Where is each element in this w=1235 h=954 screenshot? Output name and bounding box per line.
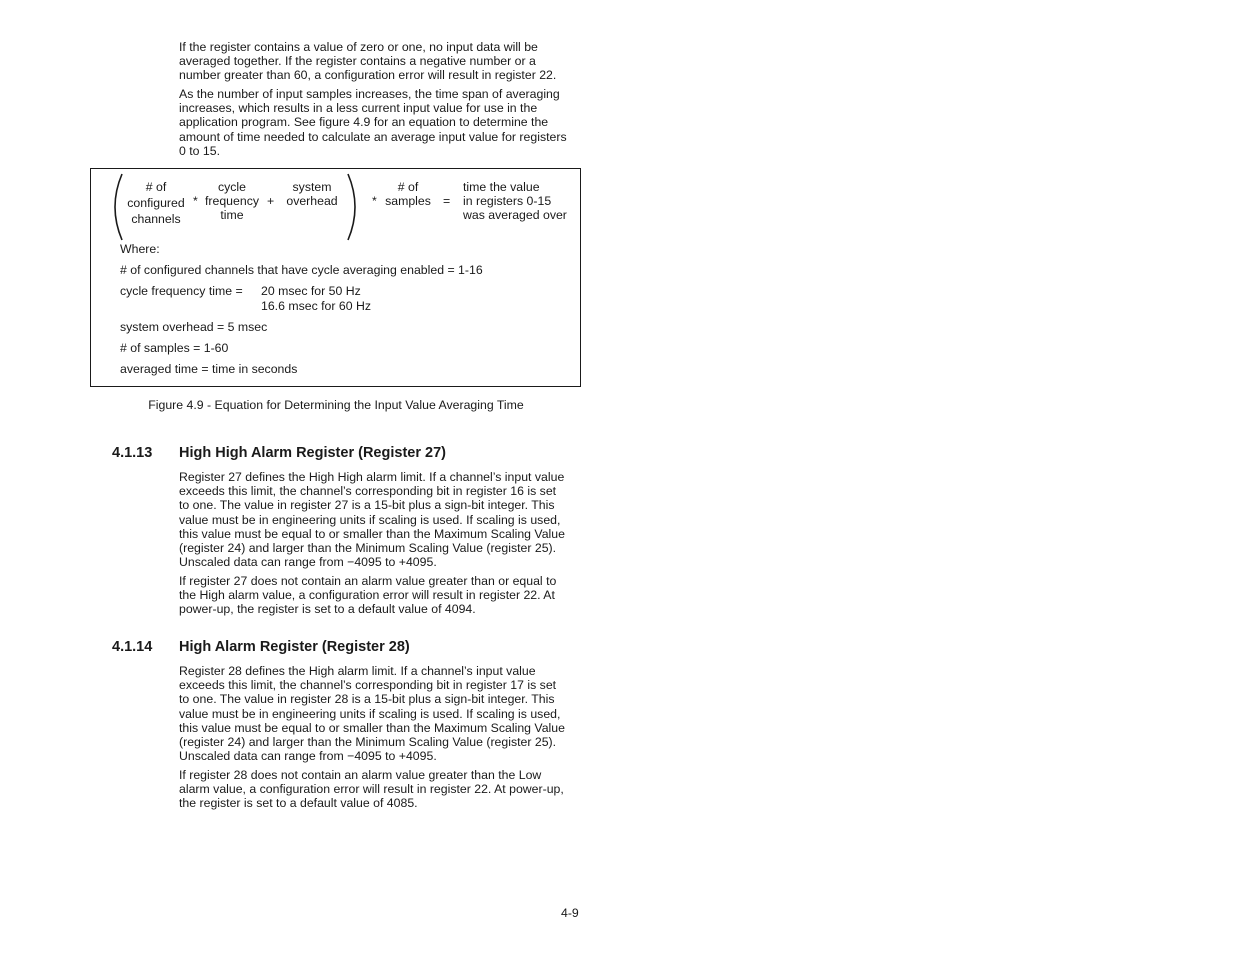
term-system-overhead: system overhead (286, 180, 338, 209)
definition-channels: # of configured channels that have cycle averaging enabled = 1-16 (120, 263, 483, 277)
section-4-1-13-paragraph-2: If register 27 does not contain an alarm value greater than or equal to the High alarm value, a configuration error will result in register 22. At power-up, the register is set to a default value of 4094. (179, 574, 557, 617)
section-title: High High Alarm Register (Register 27) (179, 445, 446, 461)
definition-averaged-time: averaged time = time in seconds (120, 362, 298, 376)
section-4-1-14-paragraph-2: If register 28 does not contain an alarm value greater than the Low alarm value, a configuration error will result in register 22. At power-up, the register is set to a default value of 4085. (179, 768, 564, 811)
term-number-of-samples: # of samples (385, 180, 431, 209)
section-title: High Alarm Register (Register 28) (179, 639, 410, 655)
definition-overhead: system overhead = 5 msec (120, 320, 268, 334)
equation-figure (90, 168, 581, 387)
intro-paragraph-1: If the register contains a value of zero or one, no input data will be averaged together. If the register contains a negative number or a number greater than 60, a configuration error will result in register 22. (179, 40, 557, 83)
section-number: 4.1.14 (112, 639, 153, 655)
section-heading-4-1-14 (112, 639, 410, 655)
multiply-operator: * (193, 194, 198, 208)
term-configured-channels: # of configured channels (127, 180, 185, 227)
definition-cycle-label: cycle frequency time = (120, 284, 243, 298)
figure-caption: Figure 4.9 - Equation for Determining the Input Value Averaging Time (148, 398, 524, 412)
section-heading-4-1-13 (112, 445, 446, 461)
plus-operator: + (267, 194, 275, 208)
term-result: time the value in registers 0-15 was averaged over (463, 180, 567, 223)
term-cycle-frequency-time: cycle frequency time (204, 180, 259, 223)
definition-cycle-60hz: 16.6 msec for 60 Hz (261, 299, 372, 313)
intro-paragraph-2: As the number of input samples increases, the time span of averaging increases, which results in a less current input value for use in the application program. See figure 4.9 for an equation to determine the amount of time needed to calculate an average input value for registers 0 to 15. (179, 87, 567, 158)
equals-operator: = (443, 194, 451, 208)
section-4-1-14-paragraph-1: Register 28 defines the High alarm limit. If a channel’s input value exceeds this limit, the channel’s corresponding bit in register 17 is set to one. The value in register 28 is a 15-bit plus a sign-bit integer. This value must be in engineering units if scaling is used. If scaling is used, this value must be equal to or smaller than the Maximum Scaling Value (register 24) and larger than the Minimum Scaling Value (register 25). Unscaled data can range from −4095 to +4095. (179, 664, 565, 764)
definition-samples: # of samples = 1-60 (120, 341, 229, 355)
section-number: 4.1.13 (112, 445, 153, 461)
multiply-operator-2: * (372, 194, 377, 208)
section-4-1-13-paragraph-1: Register 27 defines the High High alarm limit. If a channel’s input value exceeds this limit, the channel’s corresponding bit in register 16 is set to one. The value in register 27 is a 15-bit plus a sign-bit integer. This value must be in engineering units if scaling is used. If scaling is used, this value must be equal to or smaller than the Maximum Scaling Value (register 24) and larger than the Minimum Scaling Value (register 25). Unscaled data can range from −4095 to +4095. (179, 470, 565, 570)
definition-cycle-50hz: 20 msec for 50 Hz (261, 284, 361, 298)
right-parenthesis-icon (346, 173, 360, 241)
page-number: 4-9 (561, 906, 579, 920)
where-label: Where: (120, 242, 160, 256)
